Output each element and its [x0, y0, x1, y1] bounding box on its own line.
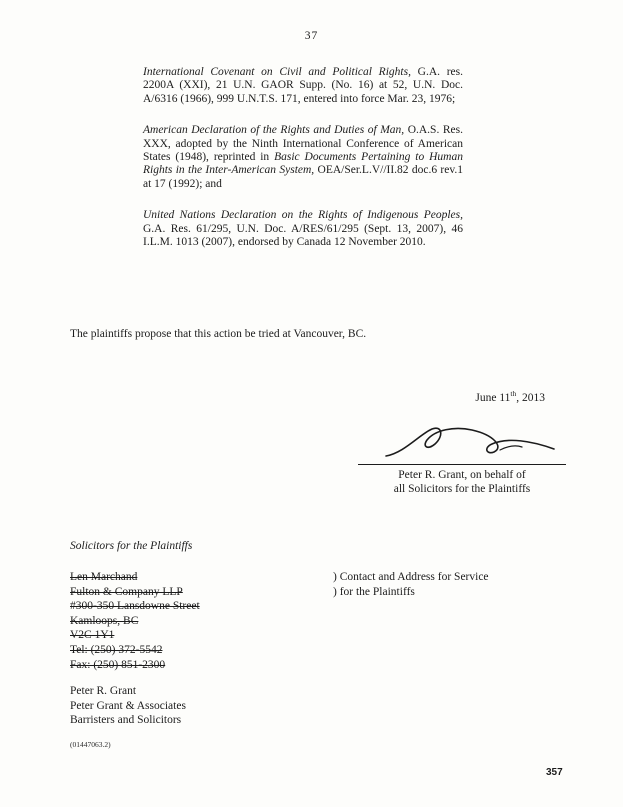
page-number-bottom: 357	[546, 767, 563, 778]
struck-telephone: Tel: (250) 372-5542	[70, 643, 163, 656]
current-contact-name: Peter R. Grant	[70, 685, 137, 697]
signature-block	[358, 420, 566, 496]
signature-image	[380, 420, 560, 464]
solicitors-heading: Solicitors for the Plaintiffs	[70, 540, 193, 552]
date-suffix: , 2013	[516, 392, 545, 404]
file-reference: (01447063.2)	[70, 740, 111, 749]
signatory-role: all Solicitors for the Plaintiffs	[393, 482, 531, 495]
citation-iccpr	[143, 66, 463, 106]
current-firm-role: Barristers and Solicitors	[70, 714, 182, 727]
struck-contact-name: Len Marchand	[70, 571, 138, 583]
struck-fax: Fax: (250) 851-2300	[70, 658, 166, 671]
signature-rule	[358, 464, 566, 465]
struck-address-block	[70, 570, 200, 672]
date-line	[360, 389, 560, 404]
trial-statement: The plaintiffs propose that this action be tried at Vancouver, BC.	[70, 328, 367, 340]
signatory-name: Peter R. Grant, on behalf of	[398, 469, 526, 481]
citation-undrip	[143, 209, 463, 249]
citations-block	[143, 66, 463, 267]
citation-title-secondary: Basic Documents Pertaining to Human Rights in the Inter-American System,	[143, 151, 463, 177]
citation-body: G.A. res. 2200A (XXI), 21 U.N. GAOR Supp. (No. 16) at 52, U.N. Doc. A/6316 (1966), 999 U.N.T.S. 171, entered into force Mar. 23, 1976;	[143, 66, 463, 105]
citation-title: United Nations Declaration on the Rights of Indigenous Peoples,	[143, 209, 463, 222]
struck-street-address: #300-350 Lansdowne Street	[70, 600, 200, 613]
service-note-line: ) Contact and Address for Service	[333, 571, 489, 583]
struck-city: Kamloops, BC	[70, 614, 139, 627]
page-number-top: 37	[304, 30, 319, 42]
citation-body: G.A. Res. 61/295, U.N. Doc. A/RES/61/295 (Sept. 13, 2007), 46 I.L.M. 1013 (2007), endorsed by Canada 12 November 2010.	[143, 222, 463, 249]
citation-title: International Covenant on Civil and Political Rights,	[143, 66, 411, 78]
struck-postal-code: V2C 1Y1	[70, 629, 115, 642]
current-firm-name: Peter Grant & Associates	[70, 699, 186, 712]
citation-body-secondary: OEA/Ser.L.V//II.82 doc.6 rev.1 at 17 (1992); and	[143, 164, 463, 190]
citation-american-declaration	[143, 124, 463, 191]
date-prefix: June 11	[475, 392, 511, 404]
citation-body: O.A.S. Res. XXX, adopted by the Ninth International Conference of American States (1948), reprinted in	[143, 124, 463, 164]
citation-title: American Declaration of the Rights and Duties of Man,	[143, 124, 405, 137]
service-note	[333, 570, 489, 599]
current-firm-block	[70, 684, 186, 728]
date-superscript: th	[510, 389, 517, 399]
struck-firm-name: Fulton & Company LLP	[70, 585, 183, 598]
service-note-line: ) for the Plaintiffs	[333, 585, 415, 598]
